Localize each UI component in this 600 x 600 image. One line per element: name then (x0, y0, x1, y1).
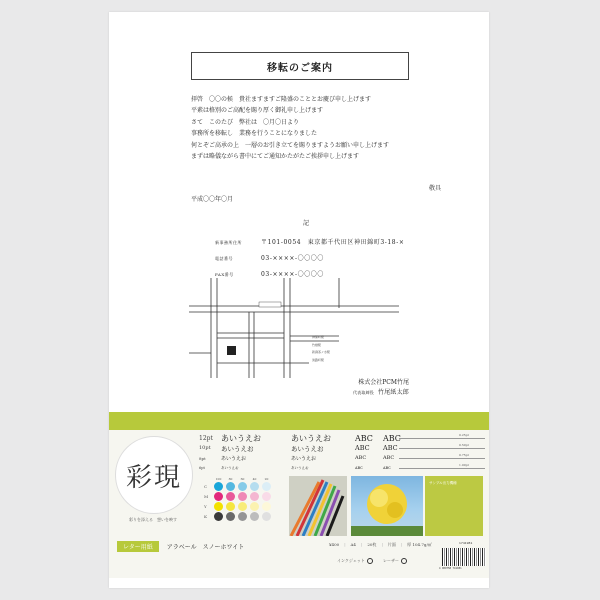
phone-row (215, 253, 324, 262)
color-swatch (226, 492, 235, 501)
palette-row (204, 481, 284, 491)
color-swatch (214, 492, 223, 501)
color-swatch (226, 502, 235, 511)
inkjet-compat: インクジェット (337, 558, 373, 564)
location-map (189, 278, 399, 378)
color-swatch (250, 502, 259, 511)
palette-row (204, 491, 284, 501)
phone-value: 03-××××-〇〇〇〇 (261, 255, 324, 262)
letter-line: さて このたび 弊社は 〇月〇日より (191, 118, 300, 126)
color-swatch (214, 502, 223, 511)
color-swatch (238, 512, 247, 521)
color-swatch (214, 482, 223, 491)
spec-row: ¥400 | A4 | 20枚 | 片面 | 厚 104.7g/㎡ (329, 542, 432, 547)
barcode-code: 1741981 (459, 541, 473, 545)
color-palette (204, 477, 284, 521)
brand-tagline: 彩りを添える 想いを映す (129, 517, 177, 522)
palette-channel: M (204, 493, 209, 499)
printer-info-box (425, 476, 483, 536)
color-swatch (226, 482, 235, 491)
sample-photo-pencils (289, 476, 347, 536)
palette-header: 100 80 60 40 20 (215, 477, 269, 481)
basis-weight: 厚 104.7g/㎡ (407, 542, 432, 547)
font-sample-table (199, 433, 489, 473)
office-marker (227, 346, 236, 355)
color-swatch (262, 502, 271, 511)
color-swatch (238, 502, 247, 511)
print-side: 片面 (387, 542, 396, 547)
map-legend (312, 334, 330, 364)
category-badge: レター用紙 (117, 541, 159, 552)
color-swatch (262, 492, 271, 501)
representative (353, 388, 409, 398)
legend-item: 淡路町駅 (312, 357, 325, 362)
address-value: 〒101-0054 東京都千代田区神田錦町3-18-× (261, 239, 405, 246)
palette-row (204, 511, 284, 521)
sample-row: 12pt あいうえお あいうえお ABC ABC 0.25pt (199, 433, 489, 443)
color-swatch (238, 492, 247, 501)
address-label: 新事務所住所 (215, 240, 242, 245)
ki-mark: 記 (303, 220, 310, 227)
rep-name: 竹尾紙太郎 (377, 389, 409, 396)
fax-value: 03-××××-〇〇〇〇 (261, 271, 324, 278)
company-block (353, 378, 409, 398)
palette-channel: C (204, 483, 208, 489)
letter-line: 事務所を移転し 業務を行うことになりました (191, 130, 318, 138)
barcode-number: 4 909758 741981 (439, 567, 462, 570)
letter-body (191, 94, 421, 162)
notice-title: 移転のご案内 (191, 52, 409, 80)
printer-compat (337, 558, 407, 564)
color-swatch (214, 512, 223, 521)
color-swatch (226, 512, 235, 521)
sample-row: 8pt あいうえお あいうえお ABC ABC 0.75pt (199, 453, 489, 463)
notice-date: 平成〇〇年〇月 (191, 196, 234, 203)
letter-line: 何とぞご高承の上 一層のお引き立てを賜りますようお願い申し上げます (191, 141, 390, 149)
laser-compat: レーザー (383, 558, 407, 564)
color-swatch (262, 512, 271, 521)
brand-logo (115, 436, 193, 514)
sample-photo-flower (351, 476, 423, 536)
closing-keigu: 敬具 (429, 185, 442, 192)
legend-item: 新御茶ノ水駅 (312, 350, 331, 354)
palette-channel: K (204, 513, 207, 519)
letter-line: まずは略儀ながら書中にてご通知かたがたご挨拶申し上げます (191, 153, 360, 161)
color-swatch (262, 482, 271, 491)
rep-label: 代表取締役 (352, 390, 374, 395)
letter-line: 平素は格別のご高配を賜り厚く御礼申し上げます (191, 107, 324, 115)
sheet-count: 20枚 (367, 542, 377, 547)
paper-name: アラベール スノーホワイト (166, 543, 245, 551)
color-swatch (250, 512, 259, 521)
price: ¥400 (329, 542, 340, 547)
sample-row: 10pt あいうえお あいうえお ABC ABC 0.50pt (199, 443, 489, 453)
size: A4 (350, 542, 356, 547)
accent-band (109, 412, 489, 430)
fax-row (215, 269, 324, 278)
legend-item: 竹橋駅 (312, 342, 322, 347)
palette-row (204, 501, 284, 511)
company-name: 株式会社PCM竹尾 (358, 379, 409, 386)
legend-item: 神保町駅 (312, 335, 325, 339)
product-info-bar (109, 539, 489, 553)
color-swatch (250, 492, 259, 501)
color-swatch (238, 482, 247, 491)
color-swatch (250, 482, 259, 491)
sample-label: サンプル出力機種 (429, 481, 457, 485)
paper-sheet (109, 12, 489, 588)
address-row (215, 237, 404, 246)
phone-label: 電話番号 (215, 256, 233, 261)
palette-channel: Y (204, 503, 207, 509)
barcode (442, 548, 486, 566)
letter-line: 拝啓 〇〇の候 貴社ますますご隆盛のこととお慶び申し上げます (191, 96, 372, 103)
fax-label: FAX番号 (215, 272, 234, 277)
sample-row: 6pt あいうえお あいうえお ABC ABC 1.00pt (199, 463, 489, 473)
brand-name: 彩現 (125, 462, 182, 493)
